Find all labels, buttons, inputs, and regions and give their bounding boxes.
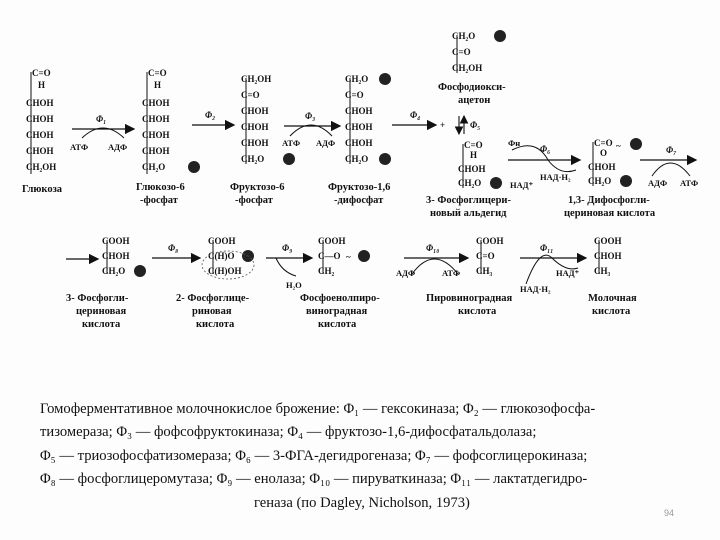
adp-label: АДФ bbox=[316, 138, 336, 148]
g6p-line-2: H bbox=[154, 80, 162, 90]
atp-label: АТФ bbox=[680, 178, 699, 188]
caption-line-2: тизомераза; Φ₃ — фофсофруктокиназа; Φ₄ — фруктозо-1,6-дифосфатальдолаза; bbox=[40, 424, 537, 441]
f6p-line-6: CH₂O bbox=[241, 154, 265, 164]
enzyme-f4-label: Φ₄ bbox=[410, 110, 421, 120]
bpg-caption-1: 1,3- Дифосфогли- bbox=[568, 195, 650, 206]
figure-caption bbox=[40, 398, 690, 515]
phosphate-icon bbox=[379, 73, 391, 85]
f6p-line-1: CH₂OH bbox=[241, 74, 272, 84]
enzyme-f9-label: Φ₉ bbox=[282, 243, 293, 253]
structure-glucose bbox=[26, 68, 56, 174]
structure-bpg bbox=[588, 138, 642, 187]
fdp-line-6: CH₂O bbox=[345, 154, 369, 164]
enzyme-f6-label: Φ₆ bbox=[540, 144, 551, 154]
phosphate-icon bbox=[494, 30, 506, 42]
glucose-line-5: CHOH bbox=[26, 130, 54, 140]
pyr-line-2: C=O bbox=[476, 251, 495, 261]
fdp-line-5: CHOH bbox=[345, 138, 373, 148]
pyr-line-1: COOH bbox=[476, 236, 504, 246]
phosphate-icon bbox=[358, 250, 370, 262]
pep-caption-2: виноградная bbox=[306, 306, 368, 317]
nad-label: НАД⁺ bbox=[556, 268, 580, 278]
compound-pg2 bbox=[176, 236, 254, 330]
gap-caption-1: 3- Фосфоглицери- bbox=[426, 195, 511, 206]
structure-g6p bbox=[142, 68, 200, 174]
g6p-line-5: CHOH bbox=[142, 130, 170, 140]
phosphate-icon bbox=[620, 175, 632, 187]
lac-line-1: COOH bbox=[594, 236, 622, 246]
structure-lac bbox=[594, 236, 622, 276]
lac-caption-1: Молочная bbox=[588, 293, 637, 304]
reaction-f8 bbox=[152, 243, 200, 258]
lac-caption-2: кислота bbox=[592, 306, 631, 317]
pep-caption-3: кислота bbox=[318, 319, 357, 330]
enzyme-f8-label: Φ₈ bbox=[168, 243, 179, 253]
enzyme-f7-label: Φ₇ bbox=[666, 145, 677, 155]
fdp-line-3: CHOH bbox=[345, 106, 373, 116]
phosphate-icon bbox=[490, 177, 502, 189]
structure-gap bbox=[458, 140, 502, 189]
glucose-line-1: C=O bbox=[32, 68, 51, 78]
reaction-f7 bbox=[640, 145, 698, 188]
pep-caption-1: Фосфоенолпиро- bbox=[300, 293, 380, 304]
reaction-f2 bbox=[192, 110, 234, 125]
reaction-f10 bbox=[396, 243, 468, 278]
structure-dhap bbox=[452, 30, 506, 73]
enzyme-f1-label: Φ₁ bbox=[96, 114, 107, 124]
atp-label: АТФ bbox=[282, 138, 301, 148]
nad-label: НАД⁺ bbox=[510, 180, 534, 190]
fdp-line-1: CH₂O bbox=[345, 74, 369, 84]
fdp-line-2: C=O bbox=[345, 90, 364, 100]
pg3-caption-3: кислота bbox=[82, 319, 121, 330]
g6p-line-3: CHOH bbox=[142, 98, 170, 108]
structure-fdp bbox=[345, 73, 391, 165]
g6p-line-7: CH₂O bbox=[142, 162, 166, 172]
caption-line-1: Гомоферментативное молочнокислое брожение: Φ₁ — гексокиназа; Φ₂ — глюкозофосфа- bbox=[40, 401, 596, 417]
caption-line-4: Φ₈ — фосфоглицеромутаза; Φ₉ — енолаза; Φ₁₀ — пируваткиназа; Φ₁₁ — лактатдегидро- bbox=[40, 471, 588, 488]
f6p-line-3: CHOH bbox=[241, 106, 269, 116]
caption-line-3: Φ₅ — триозофосфатизомераза; Φ₆ — 3-ФГА-дегидрогеназа; Φ₇ — фофсоглицерокиназа; bbox=[40, 447, 588, 464]
glucose-line-3: CHOH bbox=[26, 98, 54, 108]
pg3-caption-2: цериновая bbox=[76, 306, 127, 317]
dhap-line-1: CH₂O bbox=[452, 31, 476, 41]
phosphate-icon bbox=[134, 265, 146, 277]
dhap-caption-1: Фосфодиокси- bbox=[438, 82, 506, 93]
pi-label: Фн bbox=[508, 138, 521, 148]
enzyme-f5-label: Φ₅ bbox=[470, 120, 481, 130]
fdp-line-4: CHOH bbox=[345, 122, 373, 132]
glucose-line-4: CHOH bbox=[26, 114, 54, 124]
gap-line-1: C=O bbox=[464, 140, 483, 150]
gap-caption-2: новый альдегид bbox=[430, 208, 507, 219]
enzyme-f11-label: Φ₁₁ bbox=[540, 243, 554, 253]
compound-glucose bbox=[22, 68, 63, 195]
bpg-line-3: CHOH bbox=[588, 162, 616, 172]
phosphate-icon bbox=[188, 161, 200, 173]
atp-label: АТФ bbox=[70, 142, 89, 152]
dhap-line-2: C=O bbox=[452, 47, 471, 57]
structure-f6p bbox=[241, 74, 295, 165]
glucose-line-6: CHOH bbox=[26, 146, 54, 156]
pg2-line-2: C(H)O bbox=[208, 251, 235, 261]
reaction-f3 bbox=[282, 111, 340, 148]
fdp-caption-1: Фруктозо-1,6 bbox=[328, 182, 391, 193]
pep-tilde: ~ bbox=[346, 252, 351, 262]
gap-line-3: CHOH bbox=[458, 164, 486, 174]
gap-line-2: H bbox=[470, 150, 478, 160]
pg2-caption-1: 2- Фосфоглице- bbox=[176, 293, 250, 304]
pg2-line-3: C(H)OH bbox=[208, 266, 242, 276]
enzyme-f10-label: Φ₁₀ bbox=[426, 243, 440, 253]
reaction-f4 bbox=[392, 110, 445, 130]
nadh-label: НАД·Н₂ bbox=[540, 172, 571, 182]
reaction-f1 bbox=[70, 114, 134, 152]
structure-pg3 bbox=[102, 236, 146, 277]
reaction-f11 bbox=[520, 243, 586, 294]
lac-line-3: CH₃ bbox=[594, 266, 611, 276]
pg3-caption-1: 3- Фосфогли- bbox=[66, 293, 129, 304]
phosphate-icon bbox=[379, 153, 391, 165]
pyr-caption-2: кислота bbox=[458, 306, 497, 317]
f6p-line-5: CHOH bbox=[241, 138, 269, 148]
plus-label: + bbox=[440, 120, 446, 130]
adp-label: АДФ bbox=[396, 268, 416, 278]
g6p-line-6: CHOH bbox=[142, 146, 170, 156]
g6p-caption-2: -фосфат bbox=[140, 195, 178, 206]
adp-label: АДФ bbox=[648, 178, 668, 188]
g6p-line-1: C=O bbox=[148, 68, 167, 78]
pep-line-1: COOH bbox=[318, 236, 346, 246]
compound-gap bbox=[426, 140, 511, 219]
pg3-line-3: CH₂O bbox=[102, 266, 126, 276]
pg3-line-1: COOH bbox=[102, 236, 130, 246]
structure-pep bbox=[318, 236, 370, 276]
compound-dhap bbox=[438, 30, 506, 106]
bpg-line-2: O bbox=[600, 148, 608, 158]
pg2-caption-2: риновая bbox=[192, 306, 232, 317]
bpg-line-1: C=O bbox=[594, 138, 613, 148]
atp-label: АТФ bbox=[442, 268, 461, 278]
pyr-caption-1: Пировиноградная bbox=[426, 293, 513, 304]
phosphate-icon bbox=[630, 138, 642, 150]
pg2-caption-3: кислота bbox=[196, 319, 235, 330]
bpg-line-4: CH₂O bbox=[588, 176, 612, 186]
page-number: 94 bbox=[664, 508, 675, 518]
pg2-line-1: COOH bbox=[208, 236, 236, 246]
reaction-f9 bbox=[266, 243, 312, 290]
pg3-line-2: CHOH bbox=[102, 251, 130, 261]
glucose-line-2: H bbox=[38, 80, 46, 90]
bpg-tilde: ~ bbox=[616, 141, 621, 151]
gap-line-4: CH₂O bbox=[458, 178, 482, 188]
phosphate-icon bbox=[283, 153, 295, 165]
g6p-caption-1: Глюкозо-6 bbox=[136, 182, 185, 193]
enzyme-f3-label: Φ₃ bbox=[305, 111, 316, 121]
glucose-caption: Глюкоза bbox=[22, 184, 63, 195]
compound-g6p bbox=[136, 68, 200, 206]
compound-lac bbox=[588, 236, 637, 317]
f6p-line-2: C=O bbox=[241, 90, 260, 100]
bpg-caption-2: цериновая кислота bbox=[564, 208, 656, 219]
nadh-label: НАД·Н₂ bbox=[520, 284, 551, 294]
f6p-caption-1: Фруктозо-6 bbox=[230, 182, 285, 193]
adp-label: АДФ bbox=[108, 142, 128, 152]
compound-bpg bbox=[564, 138, 656, 219]
f6p-caption-2: -фосфат bbox=[235, 195, 273, 206]
compound-pg3 bbox=[66, 236, 146, 330]
compound-pep bbox=[300, 236, 380, 330]
pep-line-2: C—O bbox=[318, 251, 341, 261]
pep-line-3: CH₂ bbox=[318, 266, 335, 276]
dhap-caption-2: ацетон bbox=[458, 95, 491, 106]
reaction-f5 bbox=[459, 116, 480, 134]
dhap-line-3: CH₂OH bbox=[452, 63, 483, 73]
glucose-line-7: CH₂OH bbox=[26, 162, 57, 172]
f6p-line-4: CHOH bbox=[241, 122, 269, 132]
lac-line-2: CHOH bbox=[594, 251, 622, 261]
structure-pg2 bbox=[202, 236, 254, 279]
h2o-label: H₂O bbox=[286, 280, 302, 290]
reaction-f6 bbox=[508, 138, 580, 190]
g6p-line-4: CHOH bbox=[142, 114, 170, 124]
structure-pyr bbox=[476, 236, 504, 276]
caption-line-5: геназа (по Dagley, Nicholson, 1973) bbox=[254, 494, 470, 511]
enzyme-f2-label: Φ₂ bbox=[205, 110, 216, 120]
pyr-line-3: CH₃ bbox=[476, 266, 493, 276]
compound-fdp bbox=[328, 73, 391, 206]
fdp-caption-2: -дифосфат bbox=[334, 195, 384, 206]
